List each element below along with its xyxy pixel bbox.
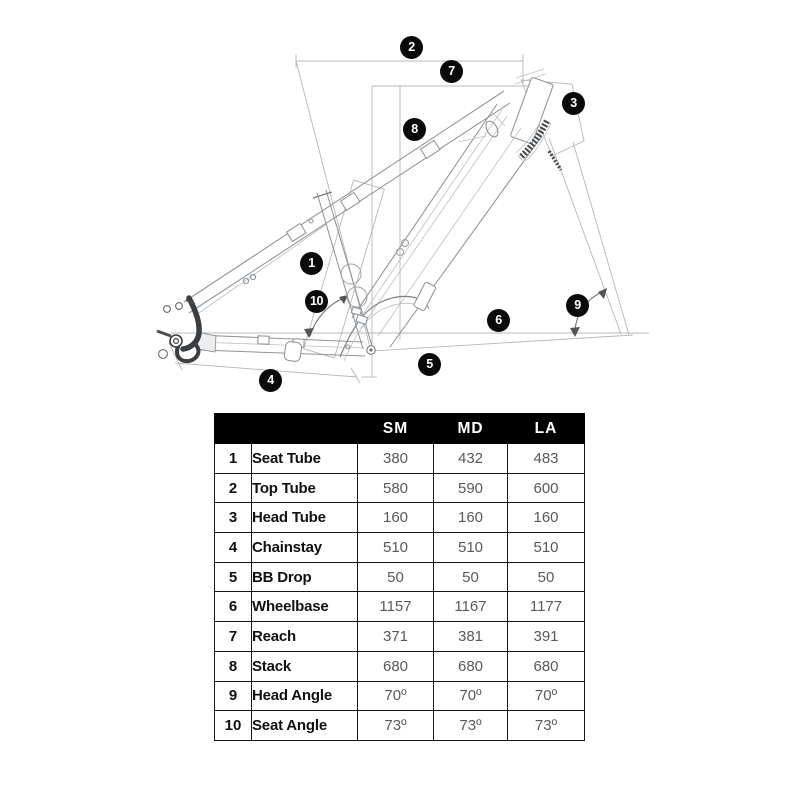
callout-2-top-tube	[400, 36, 423, 59]
row-value-la: 510	[508, 533, 585, 563]
chainstay	[197, 335, 363, 342]
row-value-md: 590	[434, 473, 508, 503]
table-row	[215, 651, 585, 681]
row-number: 3	[215, 503, 252, 533]
angle-arcs	[304, 288, 607, 338]
callout-5-bb-drop	[418, 353, 441, 376]
top-tube	[184, 91, 504, 302]
geometry-table	[214, 413, 585, 741]
row-value-md: 1167	[434, 592, 508, 622]
row-label: Chainstay	[252, 533, 358, 563]
row-number: 9	[215, 681, 252, 711]
geometry-table-body	[215, 444, 585, 741]
callout-number: 3	[570, 96, 577, 111]
row-label: Wheelbase	[252, 592, 358, 622]
callout-4-chainstay	[259, 369, 282, 392]
row-label: BB Drop	[252, 562, 358, 592]
row-value-la: 483	[508, 444, 585, 474]
row-value-sm: 50	[358, 562, 434, 592]
kickstand-plate	[413, 282, 436, 312]
callout-number: 6	[495, 313, 502, 328]
row-number: 1	[215, 444, 252, 474]
callout-number: 2	[408, 40, 415, 55]
row-value-md: 50	[434, 562, 508, 592]
row-number: 8	[215, 651, 252, 681]
row-value-la: 1177	[508, 592, 585, 622]
table-row	[215, 592, 585, 622]
row-label: Stack	[252, 651, 358, 681]
header-blank	[215, 414, 252, 444]
callout-number: 5	[426, 357, 433, 372]
row-value-sm: 73º	[358, 711, 434, 741]
row-value-sm: 680	[358, 651, 434, 681]
row-label: Reach	[252, 622, 358, 652]
row-value-la: 70º	[508, 681, 585, 711]
row-value-sm: 1157	[358, 592, 434, 622]
rear-axle	[170, 335, 182, 347]
row-value-md: 510	[434, 533, 508, 563]
callout-8-stack	[403, 118, 426, 141]
callout-number: 4	[267, 373, 274, 388]
row-label: Seat Angle	[252, 711, 358, 741]
row-value-la: 600	[508, 473, 585, 503]
table-row	[215, 711, 585, 741]
geometry-table-header	[215, 414, 585, 444]
callout-6-wheelbase	[487, 309, 510, 332]
row-label: Seat Tube	[252, 444, 358, 474]
row-value-md: 381	[434, 622, 508, 652]
callout-7-reach	[440, 60, 463, 83]
row-number: 4	[215, 533, 252, 563]
callout-10-seat-angle	[305, 290, 328, 313]
row-value-sm: 70º	[358, 681, 434, 711]
callout-3-head-tube	[562, 92, 585, 115]
table-row	[215, 533, 585, 563]
row-value-sm: 510	[358, 533, 434, 563]
callout-number: 1	[308, 256, 315, 271]
row-number: 2	[215, 473, 252, 503]
row-number: 5	[215, 562, 252, 592]
row-value-sm: 380	[358, 444, 434, 474]
callout-1-seat-tube	[300, 252, 323, 275]
row-value-la: 391	[508, 622, 585, 652]
table-row	[215, 622, 585, 652]
row-label: Head Angle	[252, 681, 358, 711]
header-size-la: LA	[508, 414, 585, 444]
row-value-la: 73º	[508, 711, 585, 741]
row-value-md: 432	[434, 444, 508, 474]
callout-number: 9	[574, 298, 581, 313]
table-row	[215, 503, 585, 533]
row-value-la: 50	[508, 562, 585, 592]
row-value-la: 160	[508, 503, 585, 533]
header-blank	[252, 414, 358, 444]
row-value-sm: 580	[358, 473, 434, 503]
row-value-la: 680	[508, 651, 585, 681]
row-value-sm: 160	[358, 503, 434, 533]
row-value-md: 70º	[434, 681, 508, 711]
header-size-md: MD	[434, 414, 508, 444]
table-row	[215, 681, 585, 711]
row-number: 10	[215, 711, 252, 741]
row-value-md: 680	[434, 651, 508, 681]
table-row	[215, 473, 585, 503]
header-size-sm: SM	[358, 414, 434, 444]
cable-guide-loop	[484, 119, 501, 139]
callout-9-head-angle	[566, 294, 589, 317]
row-value-sm: 371	[358, 622, 434, 652]
callout-number: 8	[411, 122, 418, 137]
row-label: Head Tube	[252, 503, 358, 533]
row-number: 6	[215, 592, 252, 622]
row-label: Top Tube	[252, 473, 358, 503]
callout-number: 10	[310, 294, 323, 309]
table-row	[215, 562, 585, 592]
row-number: 7	[215, 622, 252, 652]
row-value-md: 160	[434, 503, 508, 533]
table-row	[215, 444, 585, 474]
callout-number: 7	[448, 64, 455, 79]
row-value-md: 73º	[434, 711, 508, 741]
